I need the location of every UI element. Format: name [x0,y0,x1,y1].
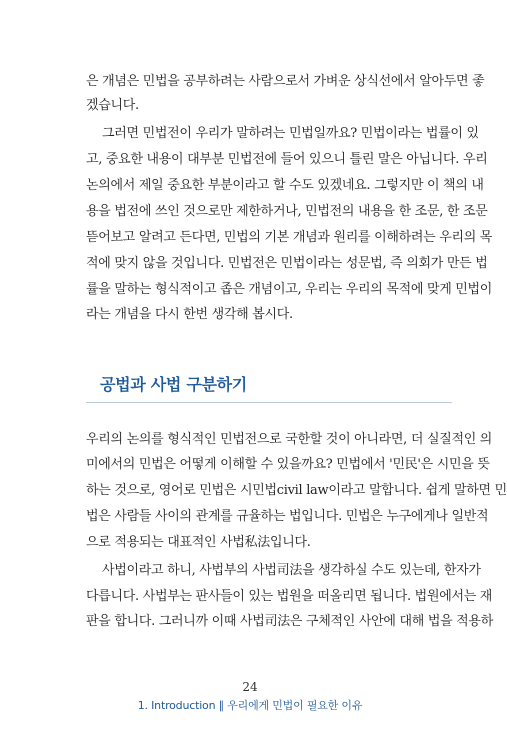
text-line: 그러면 민법전이 우리가 말하려는 민법일까요? 민법이라는 법률이 있 [102,126,479,141]
text-line: 판을 합니다. 그러니까 이때 사법司法은 구체적인 사안에 대해 법을 적용하 [86,614,493,629]
text-line: 라는 개념을 다시 한번 생각해 봅시다. [86,307,293,322]
text-line: 우리의 논의를 형식적인 민법전으로 국한할 것이 아니라면, 더 실질적인 의 [86,432,493,447]
text-line: 으로 적용되는 대표적인 사법私法입니다. [86,535,311,550]
text-line: 뜯어보고 알려고 든다면, 민법의 기본 개념과 원리를 이해하려는 우리의 목 [86,230,493,245]
page-number: 24 [242,680,258,694]
heading-divider [86,402,452,403]
text-line: 은 개념은 민법을 공부하려는 사람으로서 가벼운 상식선에서 알아두면 좋 [86,74,485,89]
section-heading: 공법과 사법 구분하기 [100,375,247,394]
text-line: 겠습니다. [86,98,139,113]
text-line: 적에 맞지 않을 것입니다. 민법전은 민법이라는 성문법, 즉 의회가 만든 법 [86,256,488,271]
text-line: 미에서의 민법은 어떻게 이해할 수 있을까요? 민법에서 '민民'은 시민을 뜻 [86,457,490,472]
text-line: 하는 것으로, 영어로 민법은 시민법civil law이라고 말합니다. 쉽게 말하면 민 [86,483,507,498]
text-line: 용을 법전에 쓰인 것으로만 제한하거나, 민법전의 내용을 한 조문, 한 조문 [86,204,488,219]
running-footer: 1. Introduction ∥ 우리에게 민법이 필요한 이유 [137,699,363,712]
text-line: 다릅니다. 사법부는 판사들이 있는 법원을 떠올리면 됩니다. 법원에서는 재 [86,589,493,604]
text-line: 법은 사람들 사이의 관계를 규율하는 법입니다. 민법은 누구에게나 일반적 [86,509,489,524]
text-line: 사법이라고 하니, 사법부의 사법司法을 생각하실 수도 있는데, 한자가 [102,563,481,578]
text-line: 고, 중요한 내용이 대부분 민법전에 들어 있으니 틀린 말은 아닙니다. 우리 [86,152,488,167]
text-line: 논의에서 제일 중요한 부분이라고 할 수도 있겠네요. 그렇지만 이 책의 내 [86,178,484,193]
text-line: 률을 말하는 형식적이고 좁은 개념이고, 우리는 우리의 목적에 맞게 민법이 [86,282,493,297]
